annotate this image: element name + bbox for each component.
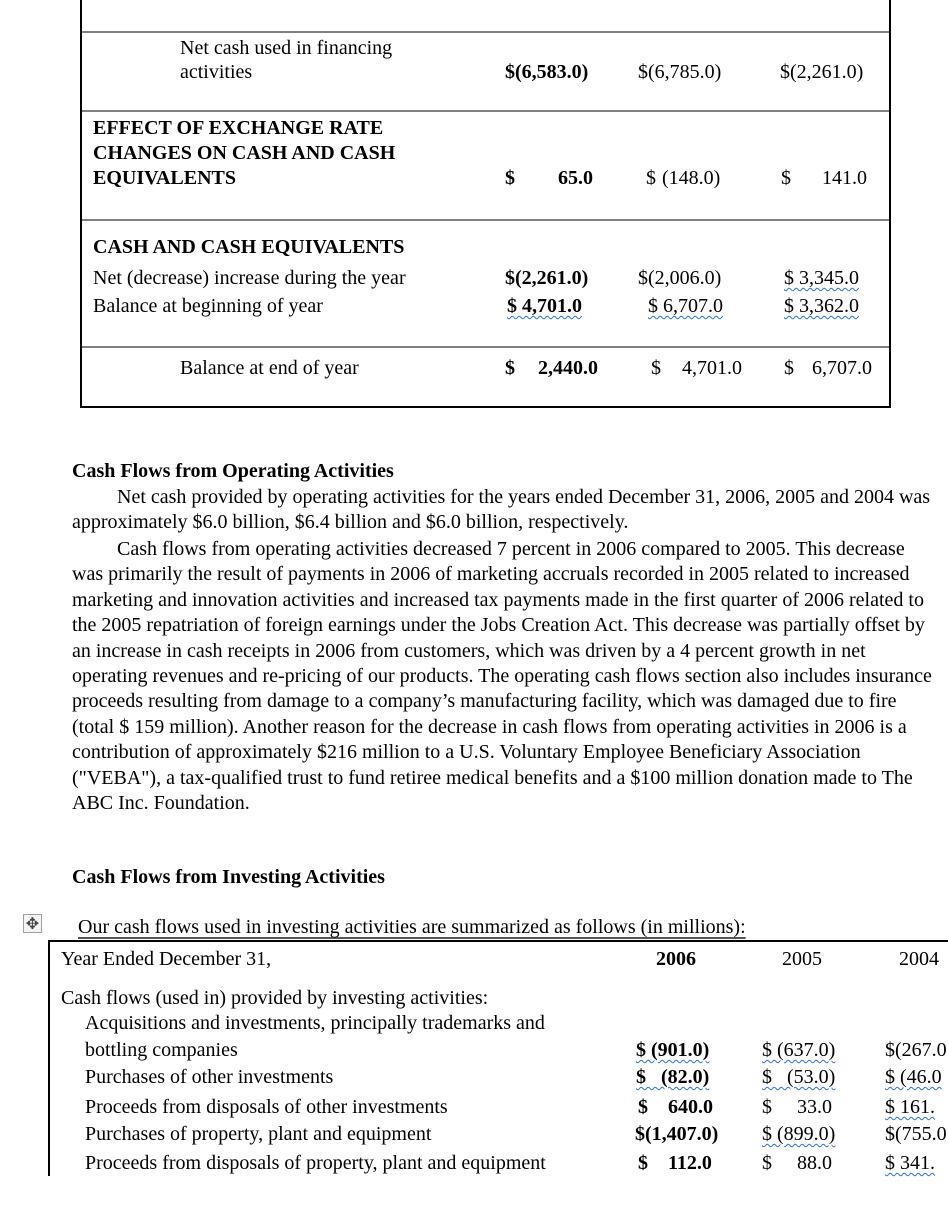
investing-activities-table — [48, 940, 948, 1176]
ending-balance-2005: 4,701.0 — [682, 357, 742, 379]
ending-balance-2006-sign: $ — [505, 357, 515, 379]
investing-group-label: Cash flows (used in) provided by investing activities: — [61, 987, 489, 1009]
exchange-2006-sign: $ — [505, 167, 515, 189]
financing-2005: $(6,785.0) — [638, 61, 722, 83]
ending-balance-2006: 2,440.0 — [538, 357, 598, 379]
investing-heading: Cash Flows from Investing Activities — [72, 866, 385, 888]
cash-equivalents-heading: CASH AND CASH EQUIVALENTS — [93, 236, 405, 258]
financing-2004: $(2,261.0) — [780, 61, 864, 83]
exchange-label-line2: CHANGES ON CASH AND CASH — [93, 142, 396, 164]
year-header-2004: 2004 — [899, 948, 939, 970]
row-proceeds-ppe-label: Proceeds from disposals of property, plant and equipment — [85, 1152, 546, 1174]
ending-balance-label: Balance at end of year — [180, 357, 359, 379]
row-proceeds-investments-2006: $ 640.0 — [638, 1096, 713, 1118]
row-acquisitions-label-line2: bottling companies — [85, 1039, 238, 1061]
row-acquisitions-2005: $ (637.0) — [762, 1039, 836, 1061]
net-change-2005: $(2,006.0) — [638, 267, 722, 289]
cash-flow-summary-table — [80, 0, 891, 408]
beginning-balance-2004: $ 3,362.0 — [784, 295, 859, 317]
exchange-label-line1: EFFECT OF EXCHANGE RATE — [93, 117, 384, 139]
row-purchases-investments-label: Purchases of other investments — [85, 1066, 334, 1088]
net-change-2006: $(2,261.0) — [505, 267, 589, 289]
investing-caption: Our cash flows used in investing activities are summarized as follows (in millions): — [78, 916, 746, 938]
exchange-2004: 141.0 — [822, 167, 867, 189]
row-divider — [82, 110, 889, 112]
beginning-balance-2005: $ 6,707.0 — [648, 295, 723, 317]
row-purchases-ppe-label: Purchases of property, plant and equipment — [85, 1123, 432, 1145]
row-purchases-investments-2005: $ (53.0) — [762, 1066, 836, 1088]
ending-balance-2004: 6,707.0 — [812, 357, 872, 379]
row-divider — [82, 31, 889, 33]
year-header-2006: 2006 — [656, 948, 696, 970]
row-acquisitions-2004: $(267.0 — [885, 1039, 947, 1061]
row-acquisitions-label-line1: Acquisitions and investments, principally trademarks and — [85, 1012, 545, 1034]
net-change-2004: $ 3,345.0 — [784, 267, 859, 289]
row-proceeds-investments-2005: $ 33.0 — [762, 1096, 832, 1118]
financing-2006: $(6,583.0) — [505, 61, 589, 83]
financing-label-line1: Net cash used in financing — [180, 37, 393, 59]
beginning-balance-label: Balance at beginning of year — [93, 295, 323, 317]
year-header-2005: 2005 — [782, 948, 822, 970]
exchange-2005: (148.0) — [662, 167, 721, 189]
exchange-2006: 65.0 — [558, 167, 593, 189]
operating-heading: Cash Flows from Operating Activities — [72, 460, 394, 482]
operating-paragraph-2: Cash flows from operating activities decreased 7 percent in 2006 compared to 2005. This decrease was primarily the result of payments in 2006 of marketing accruals recorded in 2005 related to increased marketing and innovation activities and increased tax payments made in the first quarter of 2006 related to the 2005 repatriation of foreign earnings under the Jobs Creation Act. This decrease was partially offset by an increase in cash receipts in 2006 from customers, which was driven by a 4 percent growth in net operating revenues and re-pricing of our products. The operating cash flows section also includes insurance proceeds resulting from damage to a company’s manufacturing facility, which was damaged due to fire (total $ 159 million). Another reason for the decrease in cash flows from operating activities in 2006 is a contribution of approximately $216 million to a U.S. Voluntary Employee Beneficiary Association ("VEBA"), a tax-qualified trust to fund retiree medical benefits and a $100 million donation made to The ABC Inc. Foundation. — [72, 538, 932, 815]
year-header-label: Year Ended December 31, — [61, 948, 272, 970]
row-divider — [82, 219, 889, 221]
row-proceeds-investments-label: Proceeds from disposals of other investments — [85, 1096, 448, 1118]
row-proceeds-ppe-2006: $ 112.0 — [638, 1152, 712, 1174]
operating-paragraph-1: Net cash provided by operating activities for the years ended December 31, 2006, 2005 and 2004 was approximately $6.0 billion, $6.4 billion and $6.0 billion, respectively. — [72, 486, 931, 534]
row-purchases-ppe-2005: $ (899.0) — [762, 1123, 836, 1145]
row-proceeds-ppe-2005: $ 88.0 — [762, 1152, 832, 1174]
row-divider — [82, 346, 889, 348]
beginning-balance-2006: $ 4,701.0 — [507, 295, 582, 317]
financing-label-line2: activities — [180, 61, 253, 83]
row-purchases-ppe-2006: $(1,407.0) — [635, 1123, 719, 1145]
row-proceeds-ppe-2004: $ 341. — [885, 1152, 935, 1174]
exchange-2005-sign: $ — [646, 167, 656, 189]
exchange-label-line3: EQUIVALENTS — [93, 167, 237, 189]
exchange-2004-sign: $ — [781, 167, 791, 189]
row-purchases-ppe-2004: $(755.0 — [885, 1123, 947, 1145]
row-purchases-investments-2004: $ (46.0 — [885, 1066, 942, 1088]
row-purchases-investments-2006: $ (82.0) — [636, 1066, 710, 1088]
ending-balance-2004-sign: $ — [784, 357, 794, 379]
row-acquisitions-2006: $ (901.0) — [636, 1039, 710, 1061]
row-proceeds-investments-2004: $ 161. — [885, 1096, 935, 1118]
net-change-label: Net (decrease) increase during the year — [93, 267, 406, 289]
table-move-handle-icon[interactable]: ✥ — [23, 914, 42, 933]
ending-balance-2005-sign: $ — [651, 357, 661, 379]
